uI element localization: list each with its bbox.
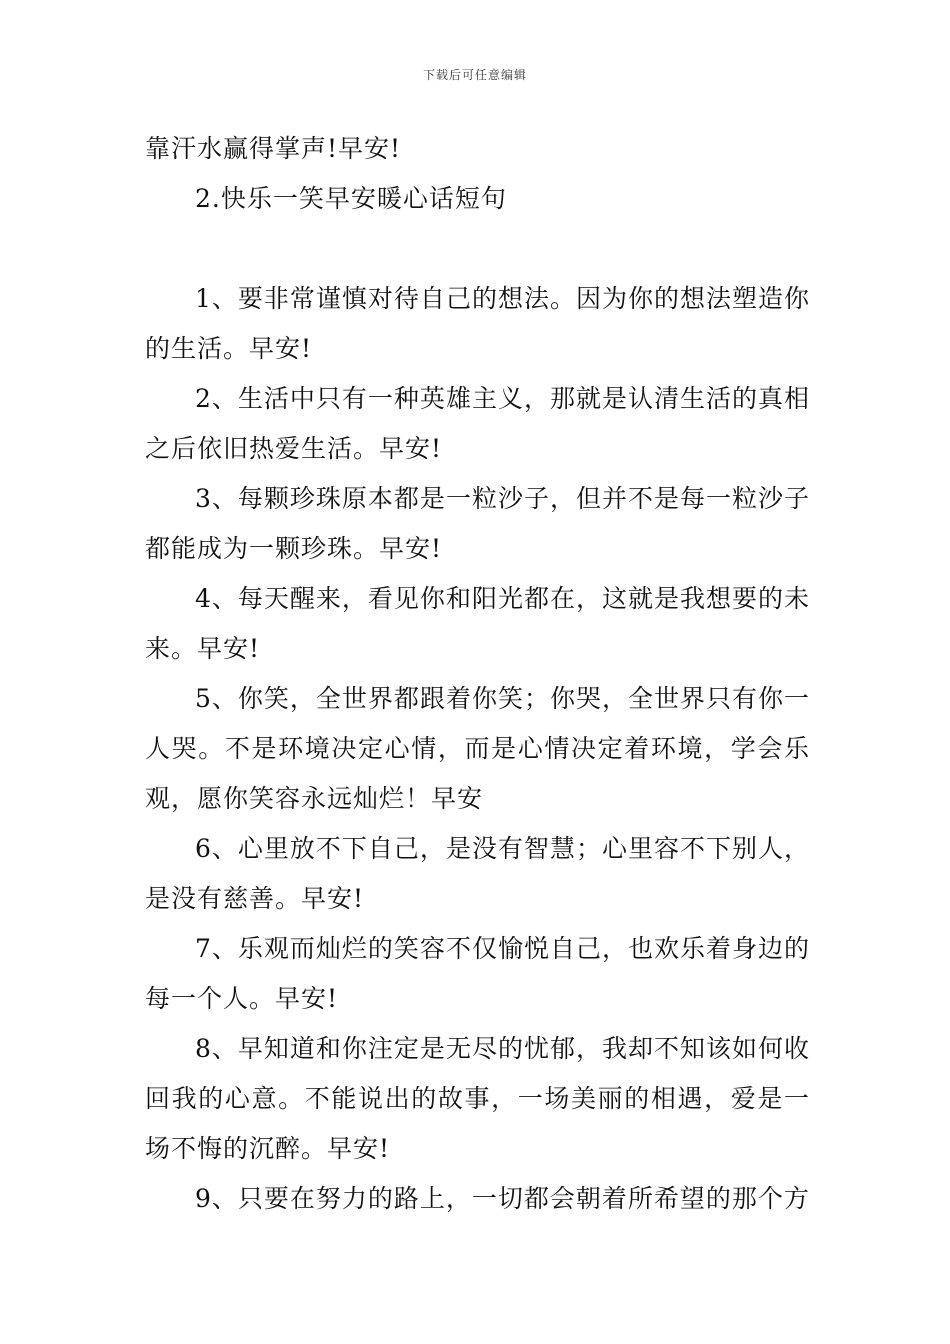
blank-line	[145, 224, 810, 274]
list-item-7: 7、乐观而灿烂的笑容不仅愉悦自己，也欢乐着身边的每一个人。早安!	[145, 934, 810, 1013]
document-body	[145, 124, 810, 1224]
list-item-5: 5、你笑，全世界都跟着你笑；你哭，全世界只有你一人哭。不是环境决定心情，而是心情决定着环境，学会乐观，愿你笑容永远灿烂！早安	[145, 684, 810, 813]
list-item-6: 6、心里放不下自己，是没有智慧；心里容不下别人，是没有慈善。早安!	[145, 834, 810, 913]
list-item-2: 2、生活中只有一种英雄主义，那就是认清生活的真相之后依旧热爱生活。早安!	[145, 384, 810, 463]
list-item-8: 8、早知道和你注定是无尽的忧郁，我却不知该如何收回我的心意。不能说出的故事，一场美丽的相遇，爱是一场不悔的沉醉。早安!	[145, 1034, 810, 1163]
lead-line: 靠汗水赢得掌声!早安!	[145, 134, 402, 163]
list-item-1: 1、要非常谨慎对待自己的想法。因为你的想法塑造你的生活。早安!	[145, 284, 810, 363]
list-item-3: 3、每颗珍珠原本都是一粒沙子，但并不是每一粒沙子都能成为一颗珍珠。早安!	[145, 484, 810, 563]
section-heading: 2.快乐一笑早安暖心话短句	[195, 184, 507, 213]
list-item-9: 9、只要在努力的路上，一切都会朝着所希望的那个方	[195, 1184, 810, 1213]
page-header: 下载后可任意编辑	[422, 68, 527, 82]
list-item-4: 4、每天醒来，看见你和阳光都在，这就是我想要的未来。早安!	[145, 584, 810, 663]
